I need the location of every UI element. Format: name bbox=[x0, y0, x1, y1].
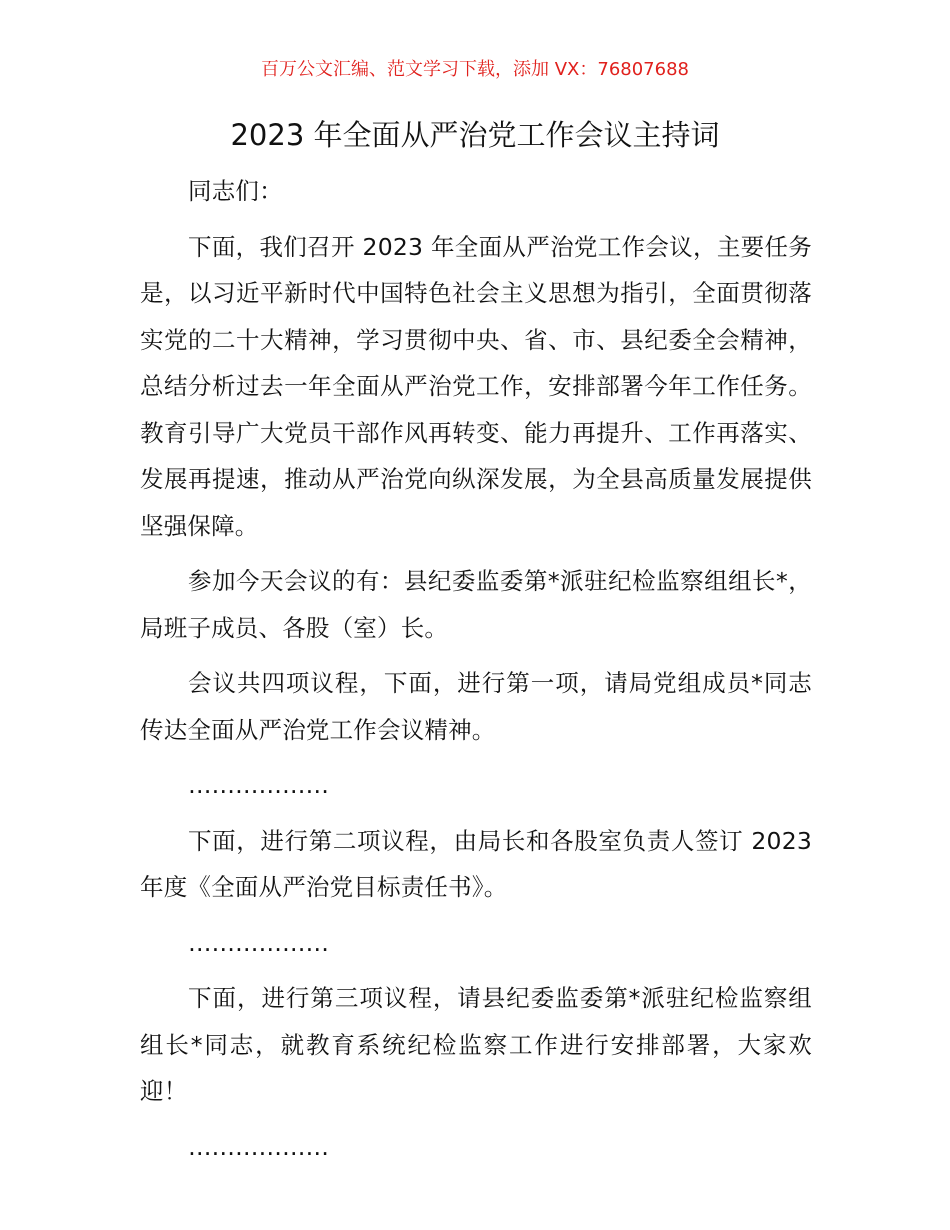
ellipsis-1: ……………… bbox=[188, 771, 329, 799]
salutation: 同志们： bbox=[188, 177, 283, 205]
ellipsis-2: ……………… bbox=[188, 928, 329, 957]
document-body bbox=[140, 168, 812, 1179]
paragraph-agenda-3: 下面，进行第三项议程，请县纪委监委第*派驻纪检监察组组长*同志，就教育系统纪检监察工作进行安排部署，大家欢迎！ bbox=[140, 984, 812, 1105]
paragraph-agenda-2: 下面，进行第二项议程，由局长和各股室负责人签订 2023 年度《全面从严治党目标责任书》。 bbox=[140, 826, 812, 901]
paragraph-agenda-1: 会议共四项议程，下面，进行第一项，请局党组成员*同志传达全面从严治党工作会议精神。 bbox=[140, 669, 812, 744]
document-title: 2023 年全面从严治党工作会议主持词 bbox=[230, 118, 720, 152]
paragraph-opening: 下面，我们召开 2023 年全面从严治党工作会议，主要任务是，以习近平新时代中国特色社会主义思想为指引，全面贯彻落实党的二十大精神，学习贯彻中央、省、市、县纪委全会精神，总结分析过去一年全面从严治党工作，安排部署今年工作任务。教育引导广大党员干部作风再转变、能力再提升、工作再落实、发展再提速，推动从严治党向纵深发展，为全县高质量发展提供坚强保障。 bbox=[140, 232, 812, 540]
header-watermark: 百万公文汇编、范文学习下载，添加 VX：76807688 bbox=[261, 59, 689, 80]
paragraph-attendees: 参加今天会议的有：县纪委监委第*派驻纪检监察组组长*，局班子成员、各股（室）长。 bbox=[140, 567, 812, 642]
ellipsis-3: ……………… bbox=[188, 1132, 329, 1161]
